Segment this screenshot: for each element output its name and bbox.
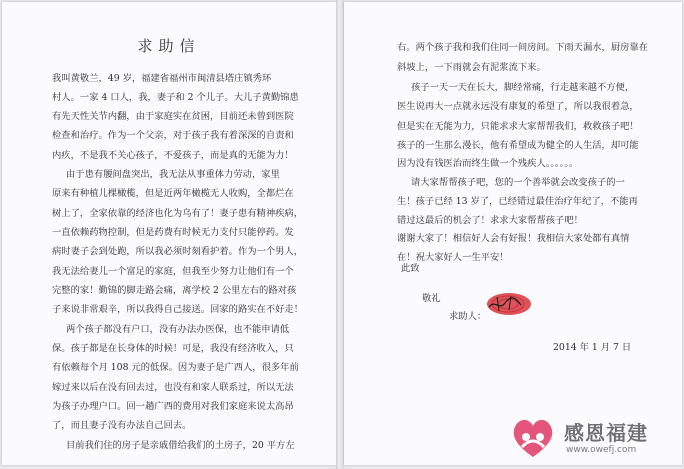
left-text-line: 检查和治疗。作为一个父亲，对于孩子我有着深深的自责和 (52, 130, 294, 141)
right-text-line: 斜坡上，一下雨就会有泥浆流下来。 (397, 62, 546, 73)
watermark-url: www.owefj.com (566, 445, 637, 455)
right-text-line: 生！孩子已经 13 岁了，已经错过最佳治疗年纪了，不能再 (397, 196, 638, 207)
left-text-line: 完整的家！勤锦的脚走路会痛，离学校 2 公里左右的路对孩 (52, 285, 297, 296)
right-text-line: 在！祝大家好人一生平安！ (397, 252, 509, 263)
right-text-line: 错过这最后的机会了！求求大家帮帮孩子吧！ (397, 215, 583, 226)
signature-label: 求助人： (449, 311, 487, 322)
left-text-line: 我无法给妻儿一个富足的家庭，但我至少努力让他们有一个 (52, 266, 294, 277)
right-text-line: 孩子的一生那么漫长，他有希望成为健全的人生活，却可能 (397, 140, 639, 151)
left-text-line: 病时妻子会到处跑，所以我必须时刻看护着。作为一个男人， (52, 246, 304, 257)
left-text-line: 嫁过来以后在没有回去过，也没有和家人联系过，所以无法 (52, 382, 294, 393)
right-text-line: 右。两个孩子我和我们住同一间房间。下雨天漏水，厨房靠在 (397, 42, 649, 53)
watermark (508, 413, 678, 465)
heart-logo-icon (508, 413, 558, 463)
right-text-line: 谢谢大家了！相信好人会有好报！我相信大家处都有真情 (397, 233, 630, 244)
left-text-line: 有依赖每个月 108 元的低保。因为妻子是广西人，很多年前 (52, 362, 299, 373)
closing-text: 此致 (401, 263, 420, 274)
left-text-line: 我叫黄敬兰，49 岁，福建省福州市闽清县塔庄镇秀环 (52, 73, 272, 84)
left-text-line: 由于患有腰间盘突出，我无法从事重体力劳动，家里 (66, 169, 280, 180)
left-text-line: 为孩子办理户口。回一趟广西的费用对我们家庭来说太高昂 (52, 401, 294, 412)
left-text-line: 有先天性关节内翻，由于家庭实在贫困，目前还未曾到医院 (52, 111, 294, 122)
left-text-line: 树上了，全家依靠的经济也化为乌有了！妻子患有精神疾病， (52, 208, 304, 219)
left-text-line: 了，而且妻子没有办法自己回去。 (52, 420, 192, 431)
red-thumbprint-signature (481, 291, 533, 317)
left-text-line: 两个孩子都没有户口，没有办法办医保，也不能申请低 (66, 324, 290, 335)
right-text-line: 医生说再大一点就永远没有康复的希望了，所以我很着急， (397, 101, 639, 112)
letter-date: 2014 年 1 月 7 日 (553, 342, 632, 353)
right-text-line: 但是实在无能为力，只能求求大家帮帮我们，救救孩子吧！ (397, 121, 639, 132)
letter-title: 求助信 (137, 37, 201, 55)
letter-page-left (2, 2, 336, 465)
left-text-line: 村人。一家 4 口人，我，妻子和 2 个儿子。大儿子黄勤锦患 (52, 92, 299, 103)
right-text-line: 请大家帮帮孩子吧，您的一个善举就会改变孩子的一 (411, 177, 625, 188)
left-text-line: 子来说非常艰辛，所以我得自己接送。回家的路实在不好走！ (52, 304, 304, 315)
right-text-line: 孩子一天一天在长大，脚经常痛，行走越来越不方便， (411, 82, 635, 93)
right-text-line: 因为没有钱医治而终生做一个残疾人。。。。。。 (397, 158, 579, 169)
watermark-text: 感恩福建 (564, 421, 648, 445)
left-text-line: 目前我们住的房子是亲戚借给我们的土房子，20 平方左 (66, 440, 295, 451)
letter-page-right (344, 2, 682, 465)
greeting-text: 敬礼 (422, 293, 441, 304)
left-text-line: 内疚，不是我不关心孩子，不爱孩子，而是真的无能为力！ (52, 150, 294, 161)
left-text-line: 原来有种植儿棵橄榄，但是近两年橄榄无人收购，全都烂在 (52, 188, 294, 199)
left-text-line: 一直依赖药物控制，但是药费有时候无力支付只能停药。发 (52, 227, 294, 238)
book-gutter (336, 0, 344, 469)
left-text-line: 保。孩子都是在长身体的时候！可是，我没有经济收入，只 (52, 343, 294, 354)
